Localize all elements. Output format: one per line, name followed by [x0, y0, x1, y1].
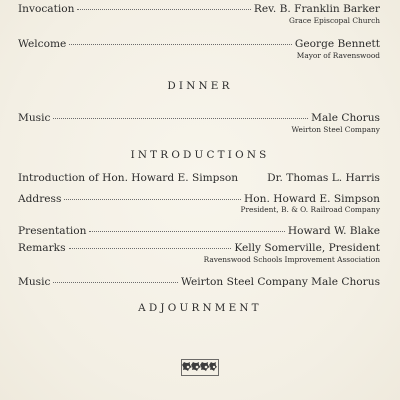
- section-heading-adjournment: ADJOURNMENT: [138, 302, 262, 314]
- section-heading-introductions: INTRODUCTIONS: [130, 149, 270, 161]
- row-label: Music: [18, 276, 51, 288]
- row-label: Address: [18, 193, 62, 205]
- dot-leader: [69, 248, 232, 249]
- dot-leader: [53, 118, 308, 119]
- row-label: Invocation: [18, 3, 75, 15]
- row-performer: Dr. Thomas L. Harris: [267, 172, 380, 184]
- row-performer: Hon. Howard E. Simpson: [244, 193, 380, 205]
- row-affiliation: Mayor of Ravenswood: [296, 51, 380, 60]
- row-affiliation: President, B. & O. Railroad Company: [240, 205, 380, 214]
- row-performer: Rev. B. Franklin Barker: [253, 3, 380, 15]
- dot-leader: [77, 9, 250, 10]
- program-row-music: [18, 112, 380, 124]
- program-row-remarks: [18, 242, 380, 254]
- program-row-introduction: [18, 172, 380, 184]
- dot-leader: [53, 282, 178, 283]
- decorative-ornament-icon: [181, 359, 219, 376]
- row-performer: Weirton Steel Company Male Chorus: [181, 276, 380, 288]
- dot-leader: [69, 44, 292, 45]
- program-row-address: [18, 193, 380, 205]
- row-label: Music: [18, 112, 51, 124]
- section-heading-dinner: DINNER: [167, 80, 233, 92]
- row-label: Introduction of Hon. Howard E. Simpson: [18, 172, 239, 184]
- program-row-music-chorus: [18, 276, 380, 288]
- row-performer: Howard W. Blake: [287, 225, 380, 237]
- row-performer: George Bennett: [294, 38, 380, 50]
- row-performer: Kelly Somerville, President: [234, 242, 380, 254]
- row-performer: Male Chorus: [311, 112, 380, 124]
- row-affiliation: Grace Episcopal Church: [288, 16, 380, 25]
- dot-leader: [89, 231, 284, 232]
- row-label: Welcome: [18, 38, 67, 50]
- dot-leader: [64, 199, 241, 200]
- program-row-invocation: [18, 3, 380, 15]
- program-row-presentation: [18, 225, 380, 237]
- row-affiliation: Weirton Steel Company: [291, 125, 380, 134]
- row-affiliation: Ravenswood Schools Improvement Association: [203, 255, 380, 264]
- program-row-welcome: [18, 38, 380, 50]
- row-label: Presentation: [18, 225, 87, 237]
- row-label: Remarks: [18, 242, 66, 254]
